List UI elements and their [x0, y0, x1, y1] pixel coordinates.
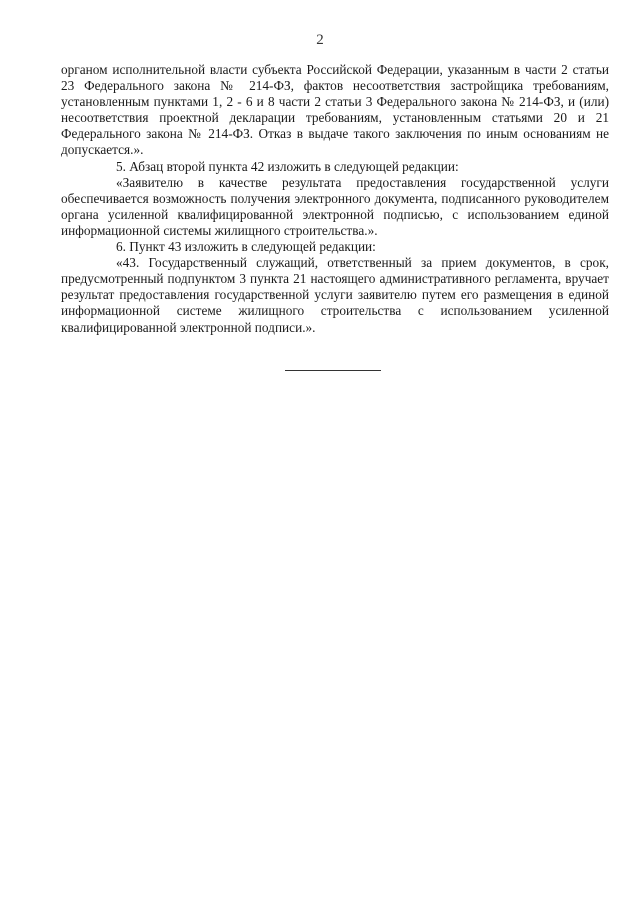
paragraph-item-5: 5. Абзац второй пункта 42 изложить в следующей редакции:	[116, 158, 459, 174]
paragraph-item-5-quote: «Заявителю в качестве результата предоставления государственной услуги обеспечивается возможность получения электронного документа, подписанного руководителем органа усиленной квалифицированной электронной подписью, с использованием единой информационной системы жилищного строительства.».	[61, 174, 609, 238]
paragraph-continuation: органом исполнительной власти субъекта Российской Федерации, указанным в части 2 статьи 23 Федерального закона № 214-ФЗ, фактов несоответствия застройщика требованиям, установленным пунктами 1, 2 - 6 и 8 части 2 статьи 3 Федерального закона № 214-ФЗ, и (или) несоответствия проектной декларации требованиям, установленным статьями 20 и 21 Федерального закона № 214-ФЗ. Отказ в выдаче такого заключения по иным основаниям не допускается.».	[61, 62, 609, 158]
paragraph-item-6-quote: «43. Государственный служащий, ответственный за прием документов, в срок, предусмотренный подпунктом 3 пункта 21 настоящего административного регламента, вручает результат предоставления государственной услуги заявителю путем его размещения в единой информационной системе жилищного строительства с использованием усиленной квалифицированной электронной подписи.».	[61, 255, 609, 335]
page-number: 2	[316, 32, 324, 48]
end-separator-line	[285, 370, 381, 371]
paragraph-item-6: 6. Пункт 43 изложить в следующей редакции:	[116, 239, 376, 255]
document-body	[61, 62, 609, 336]
